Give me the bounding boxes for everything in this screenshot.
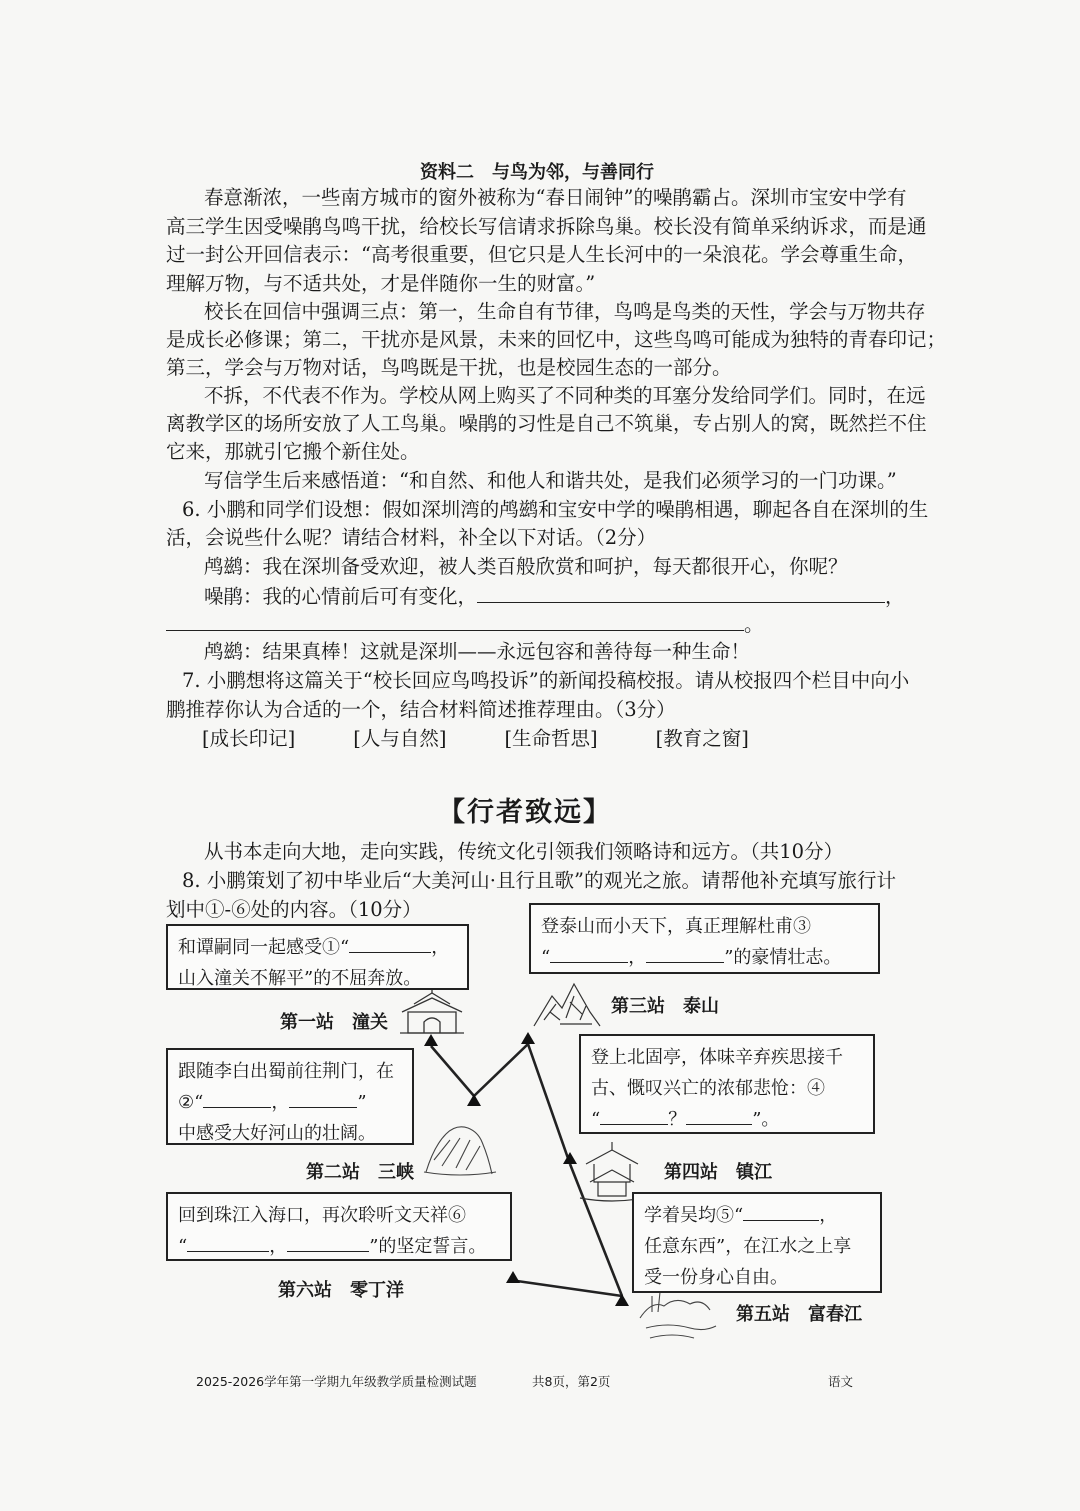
material-line: 高三学生因受噪鹃鸟鸣干扰，给校长写信请求拆除鸟巢。校长没有简单采纳诉求，而是通 bbox=[166, 215, 927, 238]
cliff-illustration bbox=[424, 1127, 496, 1175]
box-line: 登泰山而小天下，真正理解杜甫③ bbox=[541, 916, 811, 937]
footer-subject: 语文 bbox=[828, 1374, 854, 1389]
triangle-marker bbox=[506, 1271, 520, 1283]
answer-blank-5[interactable] bbox=[743, 1200, 819, 1221]
station-box-lingdingyang bbox=[166, 1192, 512, 1261]
station-label-taishan: 第三站 泰山 bbox=[611, 996, 719, 1017]
q8-stem: 8. 小鹏策划了初中毕业后“大美河山·且行且歌”的观光之旅。请帮他补充填写旅行计 bbox=[182, 869, 896, 892]
dialogue-line bbox=[204, 582, 905, 611]
answer-blank-2b[interactable] bbox=[289, 1087, 357, 1108]
box-line: 和谭嗣同一起感受①“ ， bbox=[178, 932, 457, 963]
answer-blank[interactable] bbox=[477, 582, 885, 603]
q7-stem: 7. 小鹏想将这篇关于“校长回应鸟鸣投诉”的新闻投稿校报。请从校报四个栏目中向小 bbox=[182, 669, 910, 692]
answer-blank-1[interactable] bbox=[349, 932, 431, 953]
material-line: 它来，那就引它搬个新住处。 bbox=[166, 440, 420, 463]
material-line: 不拆，不代表不作为。学校从网上购买了不同种类的耳塞分发给同学们。同时，在远 bbox=[204, 384, 926, 407]
triangle-marker bbox=[615, 1294, 629, 1306]
box-line: 学着吴均⑤“ ， bbox=[644, 1200, 870, 1231]
box-line: “ ， ”的坚定誓言。 bbox=[178, 1231, 500, 1262]
triangle-marker bbox=[424, 1034, 438, 1046]
mountain-illustration bbox=[534, 984, 600, 1026]
material-line: 离教学区的场所安放了人工鸟巢。噪鹃的习性是自己不筑巢，专占别人的窝，既然拦不住 bbox=[166, 412, 927, 435]
box-line: ②“ ， ” bbox=[178, 1087, 402, 1118]
material-heading: 资料二 与鸟为邻，与善同行 bbox=[420, 162, 654, 183]
box-line: 登上北固亭，体味辛弃疾思接千 bbox=[591, 1047, 843, 1068]
punct: ， bbox=[885, 585, 905, 608]
triangle-marker bbox=[563, 1152, 577, 1164]
footer-exam-title: 2025-2026学年第一学期九年级教学质量检测试题 bbox=[196, 1374, 477, 1389]
material-line: 是成长必修课；第二，干扰亦是风景，未来的回忆中，这些鸟鸣可能成为独特的青春印记； bbox=[166, 328, 947, 351]
option-growth[interactable]: [成长印记] bbox=[202, 727, 296, 750]
box-line: 任意东西”，在江水之上享 bbox=[644, 1236, 852, 1257]
section-intro: 从书本走向大地，走向实践，传统文化引领我们领略诗和远方。（共10分） bbox=[204, 840, 844, 863]
box-line: “ ？ ”。 bbox=[591, 1104, 863, 1135]
answer-blank-2a[interactable] bbox=[203, 1087, 271, 1108]
footer-page-number: 共8页，第2页 bbox=[532, 1374, 611, 1389]
q6-stem: 6. 小鹏和同学们设想：假如深圳湾的鸬鹚和宝安中学的噪鹃相遇，聊起各自在深圳的生 bbox=[182, 498, 929, 521]
triangle-marker bbox=[521, 1032, 535, 1044]
option-nature[interactable]: [人与自然] bbox=[353, 727, 447, 750]
box-line: 跟随李白出蜀前往荆门，在 bbox=[178, 1061, 394, 1082]
station-box-taishan bbox=[529, 903, 880, 974]
material-line: 第三，学会与万物对话，鸟鸣既是干扰，也是校园生态的一部分。 bbox=[166, 356, 732, 379]
q7-stem: 鹏推荐你认为合适的一个，结合材料简述推荐理由。（3分） bbox=[166, 698, 676, 721]
river-illustration bbox=[640, 1292, 716, 1338]
answer-blank[interactable] bbox=[166, 610, 744, 631]
material-line: 春意渐浓，一些南方城市的窗外被称为“春日闹钟”的噪鹃霸占。深圳市宝安中学有 bbox=[204, 186, 907, 209]
answer-blank-3b[interactable] bbox=[646, 942, 724, 963]
option-education[interactable]: [教育之窗] bbox=[655, 727, 749, 750]
box-line: 回到珠江入海口，再次聆听文天祥⑥ bbox=[178, 1205, 466, 1226]
column-options bbox=[202, 725, 807, 753]
box-line: 中感受大好河山的壮阔。 bbox=[178, 1123, 376, 1144]
material-line: 写信学生后来感悟道：“和自然、和他人和谐共处，是我们必须学习的一门功课。” bbox=[204, 469, 897, 492]
answer-blank-4a[interactable] bbox=[600, 1104, 668, 1125]
q6-stem: 活，会说些什么呢？请结合材料，补全以下对话。（2分） bbox=[166, 526, 657, 549]
station-label-fuchunjiang: 第五站 富春江 bbox=[736, 1304, 862, 1325]
material-line: 过一封公开回信表示：“高考很重要，但它只是人生长河中的一朵浪花。学会尊重生命， bbox=[166, 243, 917, 266]
dialogue-text: 噪鹃：我的心情前后可有变化， bbox=[204, 585, 478, 608]
box-line: 古、慨叹兴亡的浓郁悲怆：④ bbox=[591, 1078, 825, 1099]
station-label-tongguan: 第一站 潼关 bbox=[280, 1012, 388, 1033]
dialogue-line bbox=[166, 610, 764, 639]
section-title: 【行者致远】 bbox=[438, 797, 612, 828]
dialogue-line: 鸬鹚：我在深圳备受欢迎，被人类百般欣赏和呵护，每天都很开心，你呢？ bbox=[204, 555, 848, 578]
station-box-fuchunjiang bbox=[632, 1192, 882, 1293]
answer-blank-3a[interactable] bbox=[550, 942, 628, 963]
punct: 。 bbox=[744, 613, 764, 636]
answer-blank-6b[interactable] bbox=[287, 1231, 369, 1252]
answer-blank-4b[interactable] bbox=[686, 1104, 752, 1125]
station-box-sanxia bbox=[166, 1048, 414, 1145]
station-label-lingdingyang: 第六站 零丁洋 bbox=[278, 1280, 404, 1301]
dialogue-line: 鸬鹚：结果真棒！这就是深圳——永远包容和善待每一种生命！ bbox=[204, 640, 751, 663]
station-box-tongguan bbox=[166, 924, 469, 990]
box-line: “ ， ”的豪情壮志。 bbox=[541, 942, 868, 973]
box-line: 山入潼关不解平”的不屈奔放。 bbox=[178, 968, 422, 989]
station-label-sanxia: 第二站 三峡 bbox=[306, 1162, 414, 1183]
answer-blank-6a[interactable] bbox=[187, 1231, 269, 1252]
option-life[interactable]: [生命哲思] bbox=[504, 727, 598, 750]
material-line: 理解万物，与不适共处，才是伴随你一生的财富。” bbox=[166, 272, 596, 295]
box-line: 受一份身心自由。 bbox=[644, 1267, 788, 1288]
triangle-marker bbox=[467, 1094, 481, 1106]
station-label-zhenjiang: 第四站 镇江 bbox=[664, 1162, 772, 1183]
station-box-zhenjiang bbox=[579, 1034, 875, 1134]
material-line: 校长在回信中强调三点：第一，生命自有节律，鸟鸣是鸟类的天性，学会与万物共存 bbox=[204, 300, 926, 323]
q8-stem: 划中①-⑥处的内容。（10分） bbox=[166, 898, 422, 921]
